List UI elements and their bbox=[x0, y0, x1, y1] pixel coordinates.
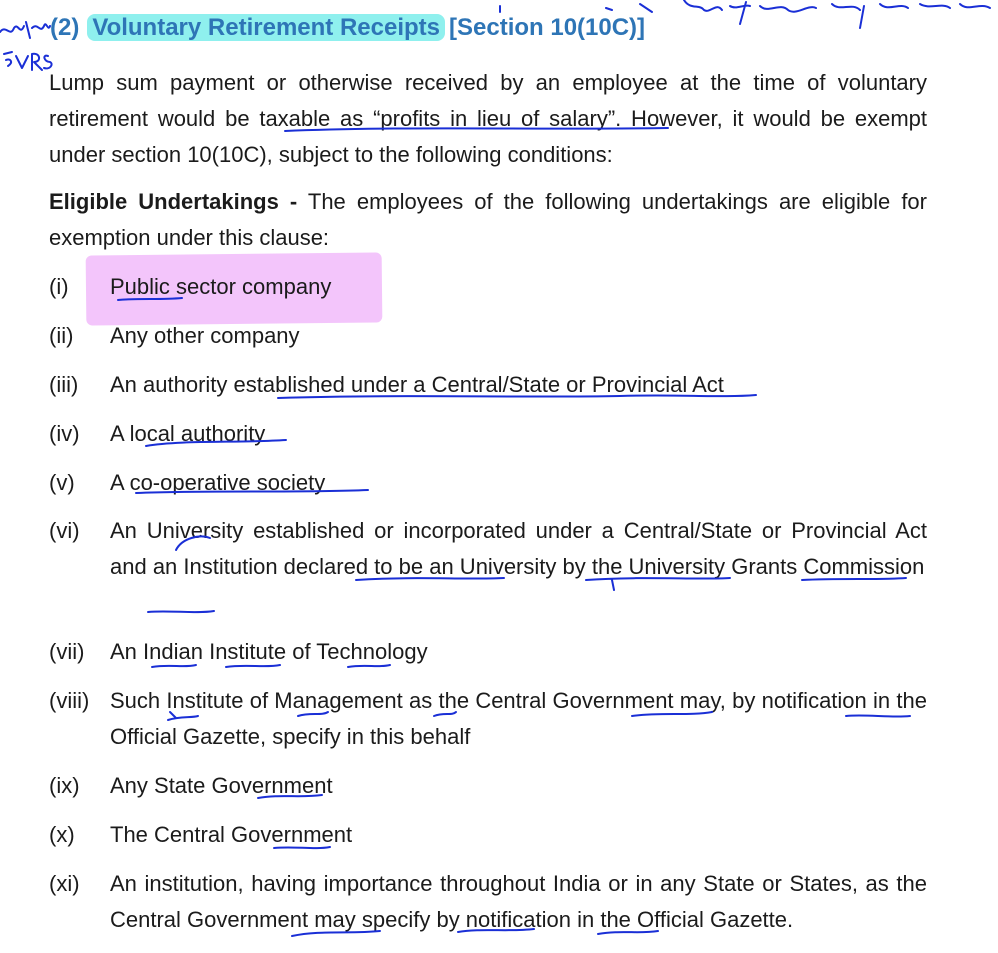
margin-scribble-vrs bbox=[4, 52, 52, 70]
list-item-text: Such Institute of Management as the Central Government may, by notification in the Official Gazette, specify in this behalf bbox=[110, 688, 927, 749]
intro-paragraph: Lump sum payment or otherwise received by an employee at the time of voluntary retirement would be taxable as “profits in lieu of salary”. However, it would be exempt under section 10(10C), subject to the following conditions: bbox=[49, 70, 927, 167]
list-item-number: (ix) bbox=[49, 773, 80, 798]
section-heading bbox=[50, 14, 645, 42]
list-item-number: (iv) bbox=[49, 421, 80, 446]
list-item-number: (i) bbox=[49, 274, 69, 299]
list-item-text: Public sector company bbox=[110, 274, 332, 299]
list-item-number: (x) bbox=[49, 822, 75, 847]
list-item-text: A local authority bbox=[110, 421, 266, 446]
list-item-text: Any other company bbox=[110, 323, 300, 348]
underline-commission bbox=[148, 611, 214, 612]
list-item-number: (iii) bbox=[49, 372, 79, 397]
list-item-text: An authority established under a Central/State or Provincial Act bbox=[110, 372, 724, 397]
list-item-number: (vi) bbox=[49, 518, 80, 543]
section-number: (2) bbox=[50, 14, 80, 41]
list-item-number: (ii) bbox=[49, 323, 74, 348]
section-title: Voluntary Retirement Receipts bbox=[87, 14, 445, 41]
eligible-text: The employees of the following undertakings are eligible for exemption under this clause: bbox=[49, 189, 927, 250]
list-item-text: The Central Government bbox=[110, 822, 353, 847]
list-item-number: (v) bbox=[49, 470, 75, 495]
list-item-text: An University established or incorporated under a Central/State or Provincial Act and an Institution declared to be an University by the University Grants Commission bbox=[110, 518, 927, 579]
list-item-number: (vii) bbox=[49, 639, 85, 664]
list-item-number: (viii) bbox=[49, 688, 90, 713]
eligible-label: Eligible Undertakings - bbox=[49, 189, 298, 214]
eligible-paragraph bbox=[49, 184, 927, 256]
list-item-text: An institution, having importance throughout India or in any State or States, as the Central Government may specify by notification in the Official Gazette. bbox=[110, 871, 927, 932]
margin-scribble bbox=[0, 22, 50, 38]
list-item-text: An Indian Institute of Technology bbox=[110, 639, 428, 664]
list-item-text: Any State Government bbox=[110, 773, 333, 798]
list-item-text: A co-operative society bbox=[110, 470, 326, 495]
list-item-number: (xi) bbox=[49, 871, 80, 896]
section-reference: [Section 10(10C)] bbox=[449, 14, 646, 41]
